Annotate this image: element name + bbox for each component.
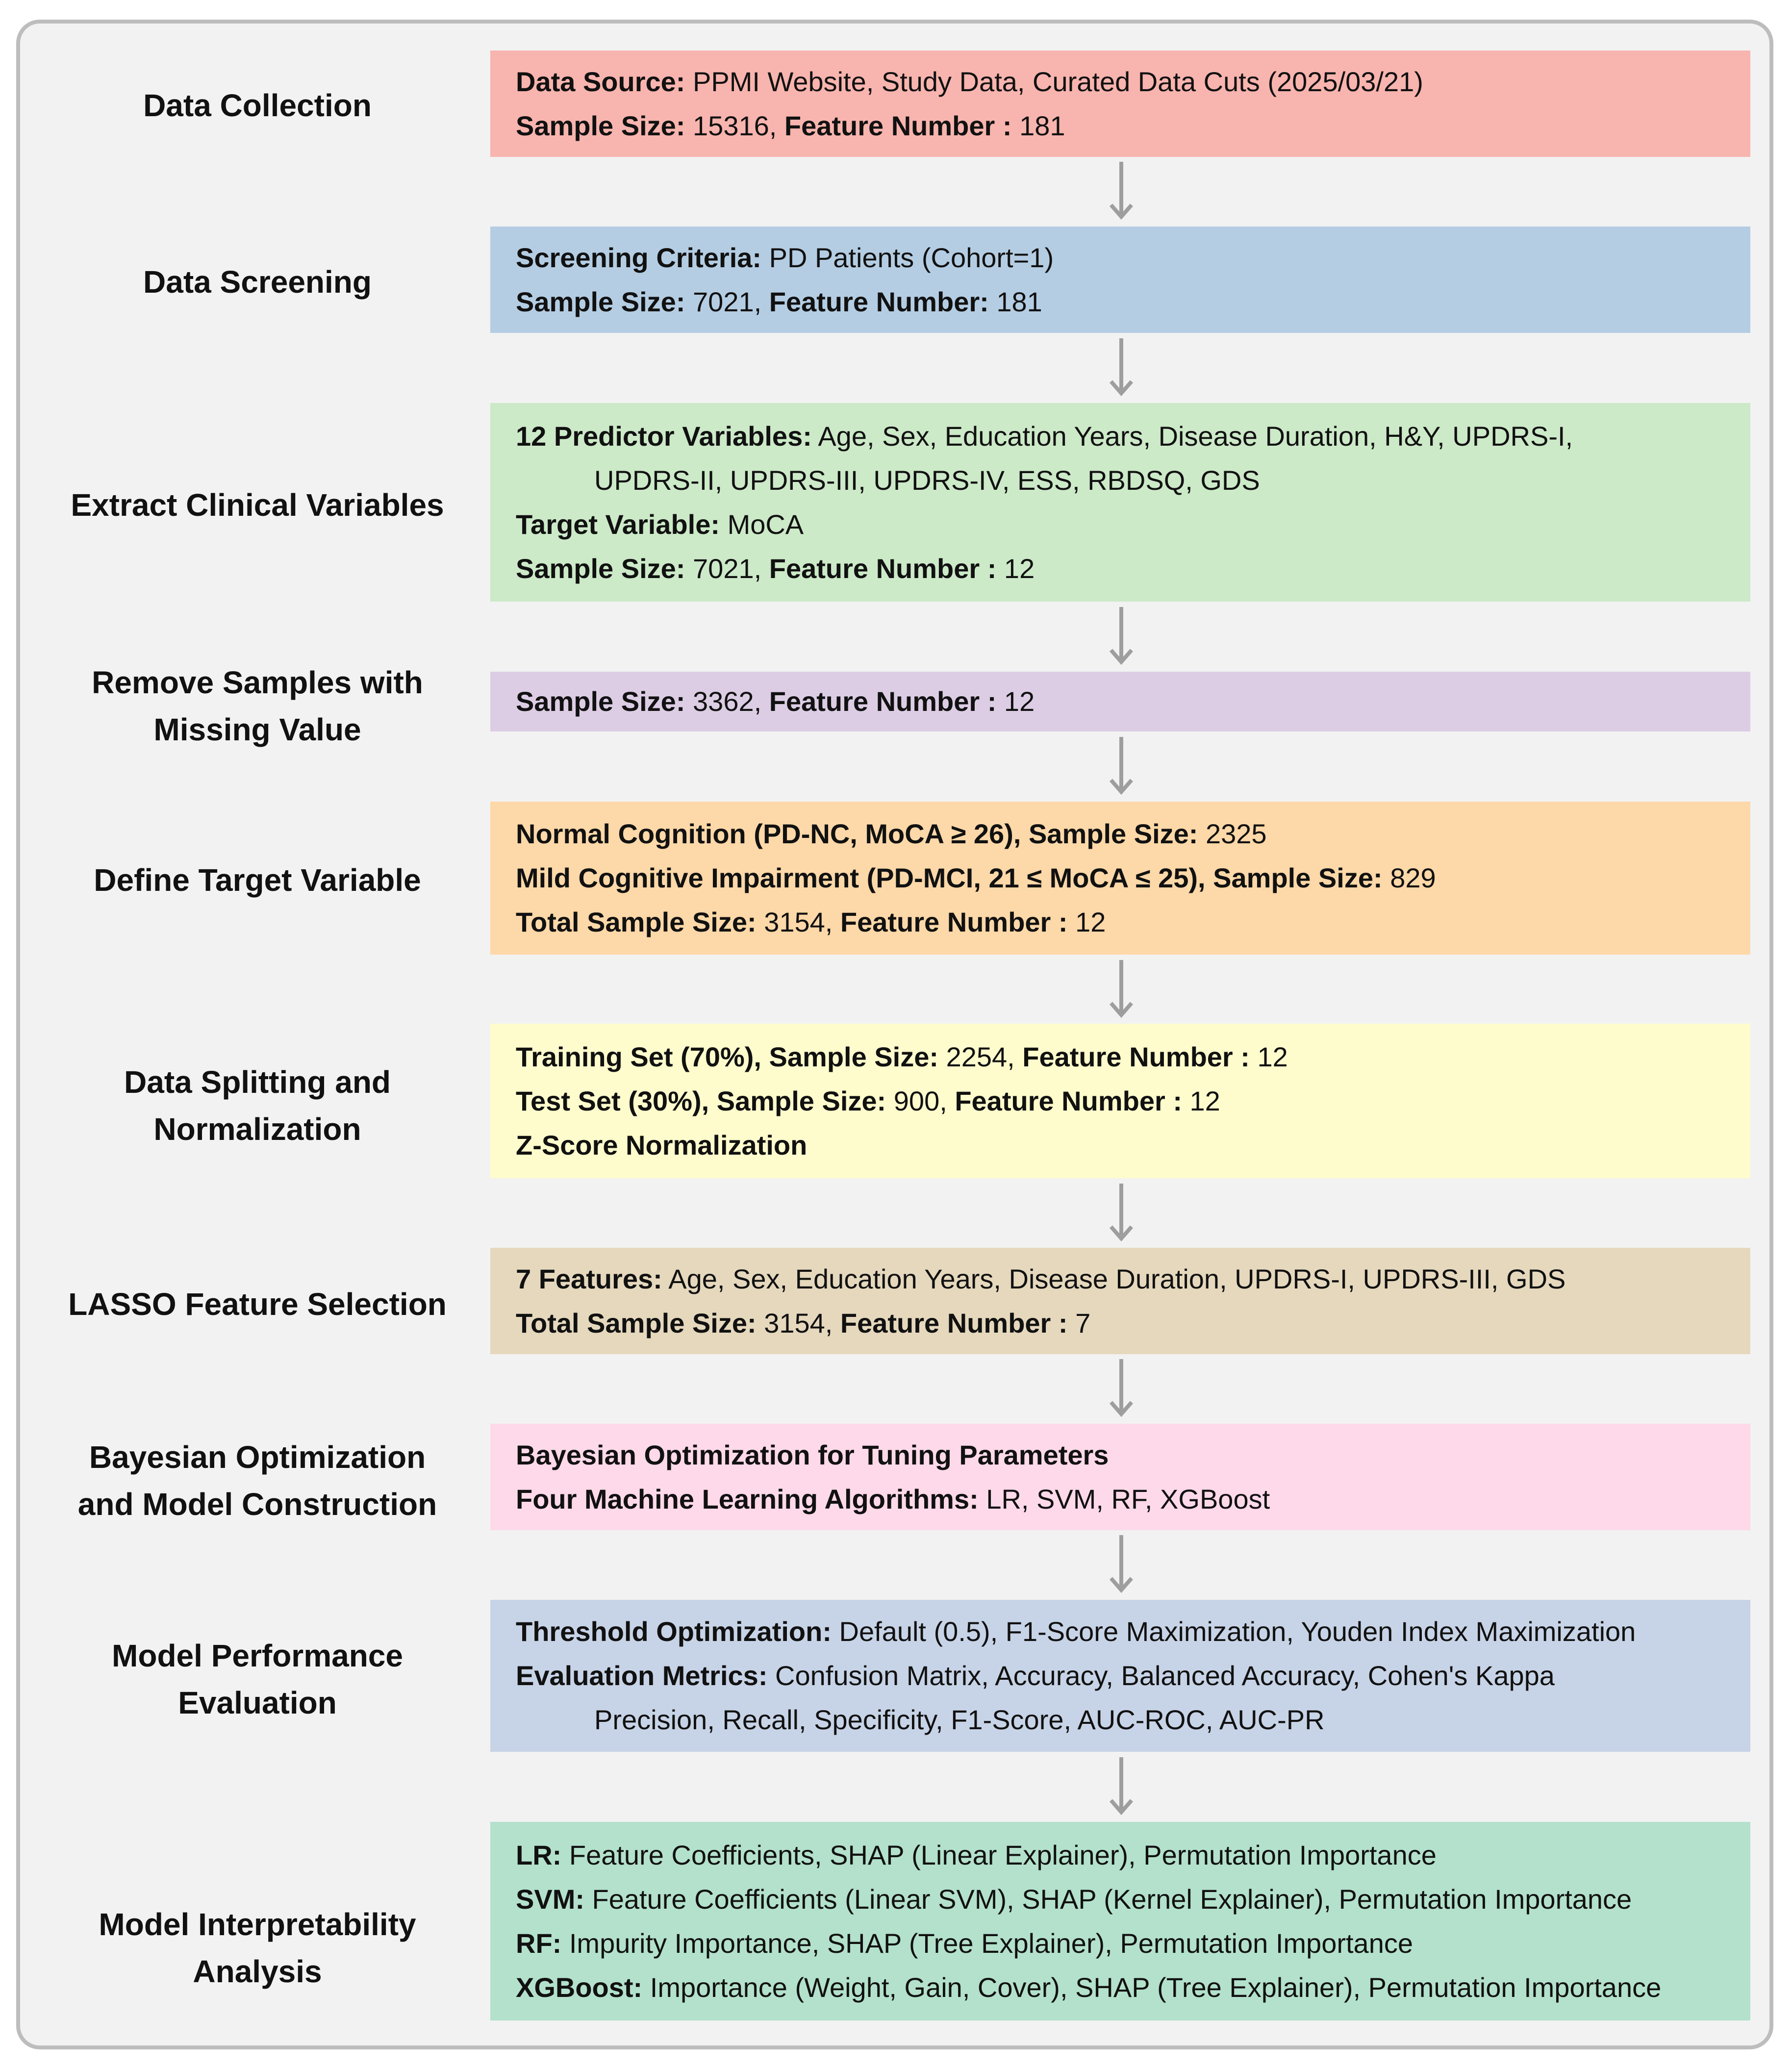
label-line: LASSO Feature Selection <box>68 1287 447 1322</box>
info-value: Default (0.5), F1-Score Maximization, Youden Index Maximization <box>831 1616 1636 1647</box>
info-value: 7 <box>1067 1307 1091 1338</box>
info-line <box>516 414 1750 458</box>
info-key: XGBoost: <box>516 1971 643 2003</box>
info-key: Feature Number : <box>784 110 1012 141</box>
step-box-evaluation <box>490 1600 1750 1752</box>
step-box-data-screening <box>490 227 1750 333</box>
info-key: Sample Size: <box>516 286 685 317</box>
info-line <box>516 1698 1750 1742</box>
step-label-lasso <box>34 1277 480 1331</box>
info-line <box>516 1257 1750 1301</box>
info-line <box>516 60 1750 104</box>
step-box-data-splitting <box>490 1024 1750 1178</box>
step-box-lasso <box>490 1248 1750 1354</box>
step-box-define-target <box>490 802 1750 955</box>
info-line <box>516 1921 1750 1966</box>
info-key: Feature Number : <box>769 686 997 717</box>
info-value: 3362, <box>685 686 769 717</box>
info-key: LR: <box>516 1839 562 1870</box>
label-line: Define Target Variable <box>94 862 421 898</box>
info-value: 2254, <box>938 1041 1023 1072</box>
flow-arrow <box>1109 1359 1134 1418</box>
info-line <box>516 1477 1750 1521</box>
info-value: 3154, <box>756 907 840 937</box>
info-line <box>516 547 1750 591</box>
info-value: 181 <box>988 286 1042 317</box>
info-value: UPDRS-II, UPDRS-III, UPDRS-IV, ESS, RBDSQ, GDS <box>594 464 1260 496</box>
info-key: Normal Cognition (PD-NC, MoCA ≥ 26), Sample Size: <box>516 818 1198 849</box>
step-box-remove-missing <box>490 672 1750 732</box>
info-key: SVM: <box>516 1883 584 1915</box>
info-value: Importance (Weight, Gain, Cover), SHAP (Tree Explainer), Permutation Importance <box>642 1971 1662 2003</box>
info-key: RF: <box>516 1927 562 1959</box>
info-key: Four Machine Learning Algorithms: <box>516 1483 979 1515</box>
info-value: 12 <box>996 553 1035 584</box>
info-line <box>516 1833 1750 1877</box>
info-value: 12 <box>1249 1041 1288 1072</box>
info-key: Evaluation Metrics: <box>516 1660 768 1691</box>
info-line <box>516 900 1750 944</box>
info-line <box>516 1966 1750 2010</box>
label-line: and Model Construction <box>77 1487 437 1522</box>
label-line: Bayesian Optimization <box>89 1439 426 1475</box>
info-value: Impurity Importance, SHAP (Tree Explainer), Permutation Importance <box>561 1927 1413 1959</box>
info-line <box>516 1301 1750 1345</box>
step-label-data-splitting <box>34 1054 480 1157</box>
info-key: Data Source: <box>516 66 685 97</box>
info-value: 7021, <box>685 553 769 584</box>
label-line: Data Screening <box>143 264 372 300</box>
info-line <box>516 236 1750 280</box>
info-key: Feature Number : <box>1022 1041 1250 1072</box>
info-key: Bayesian Optimization for Tuning Parameters <box>516 1439 1109 1470</box>
step-label-data-screening <box>34 255 480 309</box>
step-box-bayesian <box>490 1424 1750 1530</box>
info-line <box>516 1123 1750 1167</box>
label-line: Model Performance <box>112 1638 403 1673</box>
info-line <box>516 458 1750 503</box>
step-label-define-target <box>34 853 480 907</box>
info-key: Feature Number : <box>840 907 1068 937</box>
label-line: Data Splitting and <box>124 1064 391 1100</box>
info-value: 181 <box>1011 110 1065 141</box>
info-value: 12 <box>1067 907 1106 937</box>
label-line: Missing Value <box>153 712 361 747</box>
flow-arrow <box>1109 338 1134 397</box>
info-key: Sample Size: <box>516 110 685 141</box>
label-line: Evaluation <box>178 1685 337 1720</box>
info-key: Target Variable: <box>516 508 720 540</box>
info-value: 12 <box>996 686 1035 717</box>
info-line <box>516 1433 1750 1477</box>
info-line <box>516 1877 1750 1921</box>
info-line <box>516 680 1750 724</box>
info-key: Total Sample Size: <box>516 1307 757 1338</box>
info-key: Sample Size: <box>516 686 685 717</box>
info-value: PD Patients (Cohort=1) <box>761 242 1054 273</box>
info-key: Z-Score Normalization <box>516 1129 808 1161</box>
info-value: Feature Coefficients (Linear SVM), SHAP (Kernel Explainer), Permutation Importance <box>584 1883 1632 1915</box>
info-key: Feature Number : <box>769 553 997 584</box>
info-line <box>516 1035 1750 1079</box>
info-value: LR, SVM, RF, XGBoost <box>978 1483 1270 1515</box>
step-label-remove-missing <box>34 655 480 757</box>
flow-arrow <box>1109 1757 1134 1816</box>
info-key: Total Sample Size: <box>516 907 757 937</box>
label-line: Data Collection <box>143 88 372 123</box>
info-value: 12 <box>1182 1085 1220 1116</box>
info-key: Screening Criteria: <box>516 242 762 273</box>
flow-arrow <box>1109 162 1134 221</box>
info-value: PPMI Website, Study Data, Curated Data Cuts (2025/03/21) <box>685 66 1423 97</box>
step-box-data-collection <box>490 50 1750 157</box>
label-line: Model Interpretability <box>99 1907 416 1942</box>
info-value: Age, Sex, Education Years, Disease Duration, UPDRS-I, UPDRS-III, GDS <box>662 1263 1566 1294</box>
info-line <box>516 503 1750 547</box>
info-value: Confusion Matrix, Accuracy, Balanced Accuracy, Cohen's Kappa <box>767 1660 1555 1691</box>
label-line: Normalization <box>153 1111 361 1147</box>
info-key: Training Set (70%), Sample Size: <box>516 1041 939 1072</box>
label-line: Remove Samples with <box>92 665 423 700</box>
step-label-interpretability <box>34 1896 480 1999</box>
info-line <box>516 1654 1750 1698</box>
info-line <box>516 280 1750 324</box>
info-value: Precision, Recall, Specificity, F1-Score, AUC-ROC, AUC-PR <box>594 1704 1325 1735</box>
info-value: 829 <box>1382 862 1436 893</box>
info-value: 900, <box>886 1085 955 1116</box>
info-value: 3154, <box>756 1307 840 1338</box>
info-line <box>516 856 1750 900</box>
step-box-extract-clinical-variables <box>490 403 1750 602</box>
info-line <box>516 812 1750 856</box>
info-line <box>516 104 1750 148</box>
info-value: 15316, <box>685 110 784 141</box>
info-key: Feature Number : <box>840 1307 1068 1338</box>
info-line <box>516 1610 1750 1654</box>
label-line: Analysis <box>193 1954 322 1989</box>
step-label-bayesian <box>34 1429 480 1532</box>
info-key: 7 Features: <box>516 1263 662 1294</box>
step-label-data-collection <box>34 78 480 132</box>
flow-arrow <box>1109 1535 1134 1594</box>
info-key: Feature Number : <box>955 1085 1182 1116</box>
label-line: Extract Clinical Variables <box>71 487 444 523</box>
info-line <box>516 1079 1750 1123</box>
step-box-interpretability <box>490 1822 1750 2020</box>
step-label-extract-clinical-variables <box>34 476 480 534</box>
flow-arrow <box>1109 960 1134 1019</box>
info-value: MoCA <box>720 508 804 540</box>
info-key: Feature Number: <box>769 286 989 317</box>
info-key: Sample Size: <box>516 553 685 584</box>
info-key: Mild Cognitive Impairment (PD-MCI, 21 ≤ MoCA ≤ 25), Sample Size: <box>516 862 1383 893</box>
flow-arrow <box>1109 607 1134 666</box>
step-label-evaluation <box>34 1628 480 1731</box>
info-key: Threshold Optimization: <box>516 1616 832 1647</box>
info-key: Test Set (30%), Sample Size: <box>516 1085 886 1116</box>
info-value: Feature Coefficients, SHAP (Linear Explainer), Permutation Importance <box>561 1839 1437 1870</box>
flow-arrow <box>1109 1184 1134 1242</box>
info-value: Age, Sex, Education Years, Disease Duration, H&Y, UPDRS-I, <box>811 420 1573 452</box>
flow-arrow <box>1109 737 1134 796</box>
info-value: 7021, <box>685 286 769 317</box>
info-key: 12 Predictor Variables: <box>516 420 812 452</box>
info-value: 2325 <box>1198 818 1267 849</box>
